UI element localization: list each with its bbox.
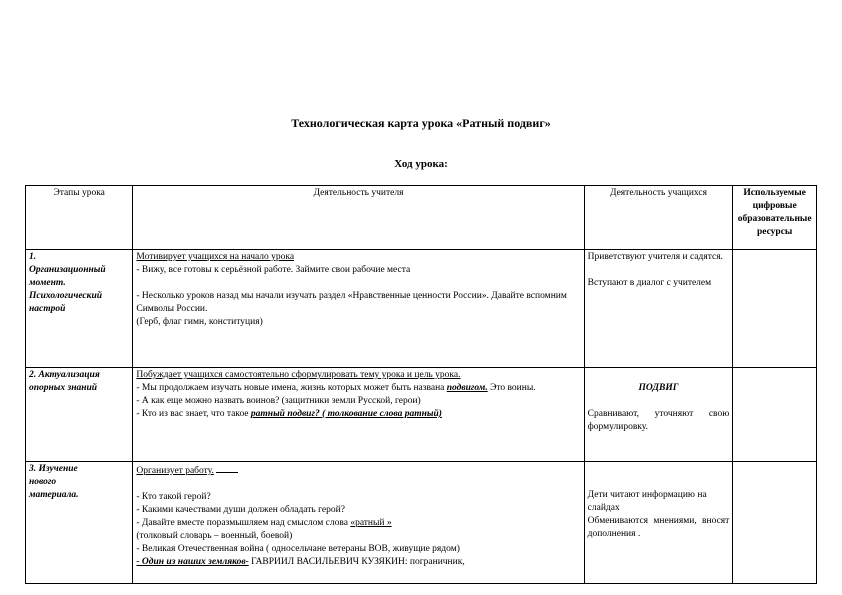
teacher-line: - А как еще можно назвать воинов? (защитники земли Русской, герои)	[136, 396, 421, 406]
students-line: Вступают в диалог с учителем	[587, 278, 712, 288]
teacher-cell	[133, 250, 584, 368]
teacher-line: - Вижу, все готовы к серьёзной работе. Займите свои рабочие места	[136, 265, 411, 275]
stage-label: материала.	[29, 490, 79, 500]
students-cell	[584, 368, 733, 462]
page-subtitle: Ход урока:	[394, 158, 448, 170]
teacher-line: - Мы продолжаем изучать новые имена, жизнь которых может быть названа подвигом. Это воины.	[136, 383, 536, 393]
teacher-line: (Герб, флаг гимн, конституция)	[136, 317, 263, 327]
teacher-line: - Какими качествами души должен обладать герой?	[136, 505, 345, 515]
teacher-lead: Организует работу.	[136, 463, 580, 478]
table-row	[26, 368, 817, 462]
resources-cell	[733, 368, 817, 462]
teacher-line: - Один из наших земляков- ГАВРИИЛ ВАСИЛЬЕВИЧ КУЗЯКИН: пограничник,	[136, 557, 465, 567]
teacher-line: - Кто из вас знает, что такое ратный подвиг? ( толкование слова ратный)	[136, 409, 442, 419]
teacher-line: (толковый словарь – военный, боевой)	[136, 531, 293, 541]
teacher-line: - Кто такой герой?	[136, 492, 211, 502]
teacher-lead: Мотивирует учащихся на начало урока	[136, 252, 295, 262]
header-students: Деятельность учащихся	[584, 186, 733, 250]
teacher-line: - Несколько уроков назад мы начали изучать раздел «Нравственные ценности России». Давайте вспомним Символы России.	[136, 291, 567, 314]
stage-label: опорных знаний	[29, 383, 98, 393]
table-row	[26, 462, 817, 584]
students-line: Сравнивают, уточняют свою формулировку.	[587, 409, 730, 432]
stage-label: 1.	[29, 252, 37, 262]
header-teacher: Деятельность учителя	[133, 186, 584, 250]
keyword-podvig: подвигом.	[446, 383, 488, 393]
keyword-ratny: ратный подвиг? ( толкование слова ратный)	[250, 409, 442, 419]
resources-cell	[733, 250, 817, 368]
header-resources: Используемые цифровые образовательные ресурсы	[733, 186, 817, 250]
stage-label: нового	[29, 477, 57, 487]
students-cell	[584, 462, 733, 584]
stage-cell	[26, 462, 133, 584]
students-line: Обмениваются мнениями, вносят дополнения .	[587, 516, 730, 539]
header-stages: Этапы урока	[26, 186, 133, 250]
stage-label: 3. Изучение	[29, 464, 78, 474]
stage-cell	[26, 368, 133, 462]
table-row	[26, 250, 817, 368]
table-header-row	[26, 186, 817, 250]
students-line: Приветствуют учителя и садятся.	[587, 252, 723, 262]
stage-label: Организационный момент.	[29, 265, 106, 288]
students-cell	[584, 250, 733, 368]
stage-label: Психологический настрой	[29, 291, 103, 314]
resources-cell	[733, 462, 817, 584]
teacher-cell	[133, 368, 584, 462]
lesson-table	[25, 185, 817, 584]
keyword-ratny-quote: «ратный »	[350, 518, 392, 528]
teacher-line: - Давайте вместе поразмышляем над смыслом слова «ратный »	[136, 518, 392, 528]
stage-cell	[26, 250, 133, 368]
teacher-line: - Великая Отечественная война ( односельчане ветераны ВОВ, живущие рядом)	[136, 544, 460, 554]
stage-label: 2. Актуализация	[29, 370, 100, 380]
students-line: Дети читают информацию на слайдах	[587, 490, 707, 513]
page-title: Технологическая карта урока «Ратный подвиг»	[291, 116, 551, 130]
teacher-lead: Побуждает учащихся самостоятельно сформулировать тему урока и цель урока.	[136, 370, 461, 380]
teacher-cell	[133, 462, 584, 584]
students-keyword: ПОДВИГ	[638, 383, 679, 393]
